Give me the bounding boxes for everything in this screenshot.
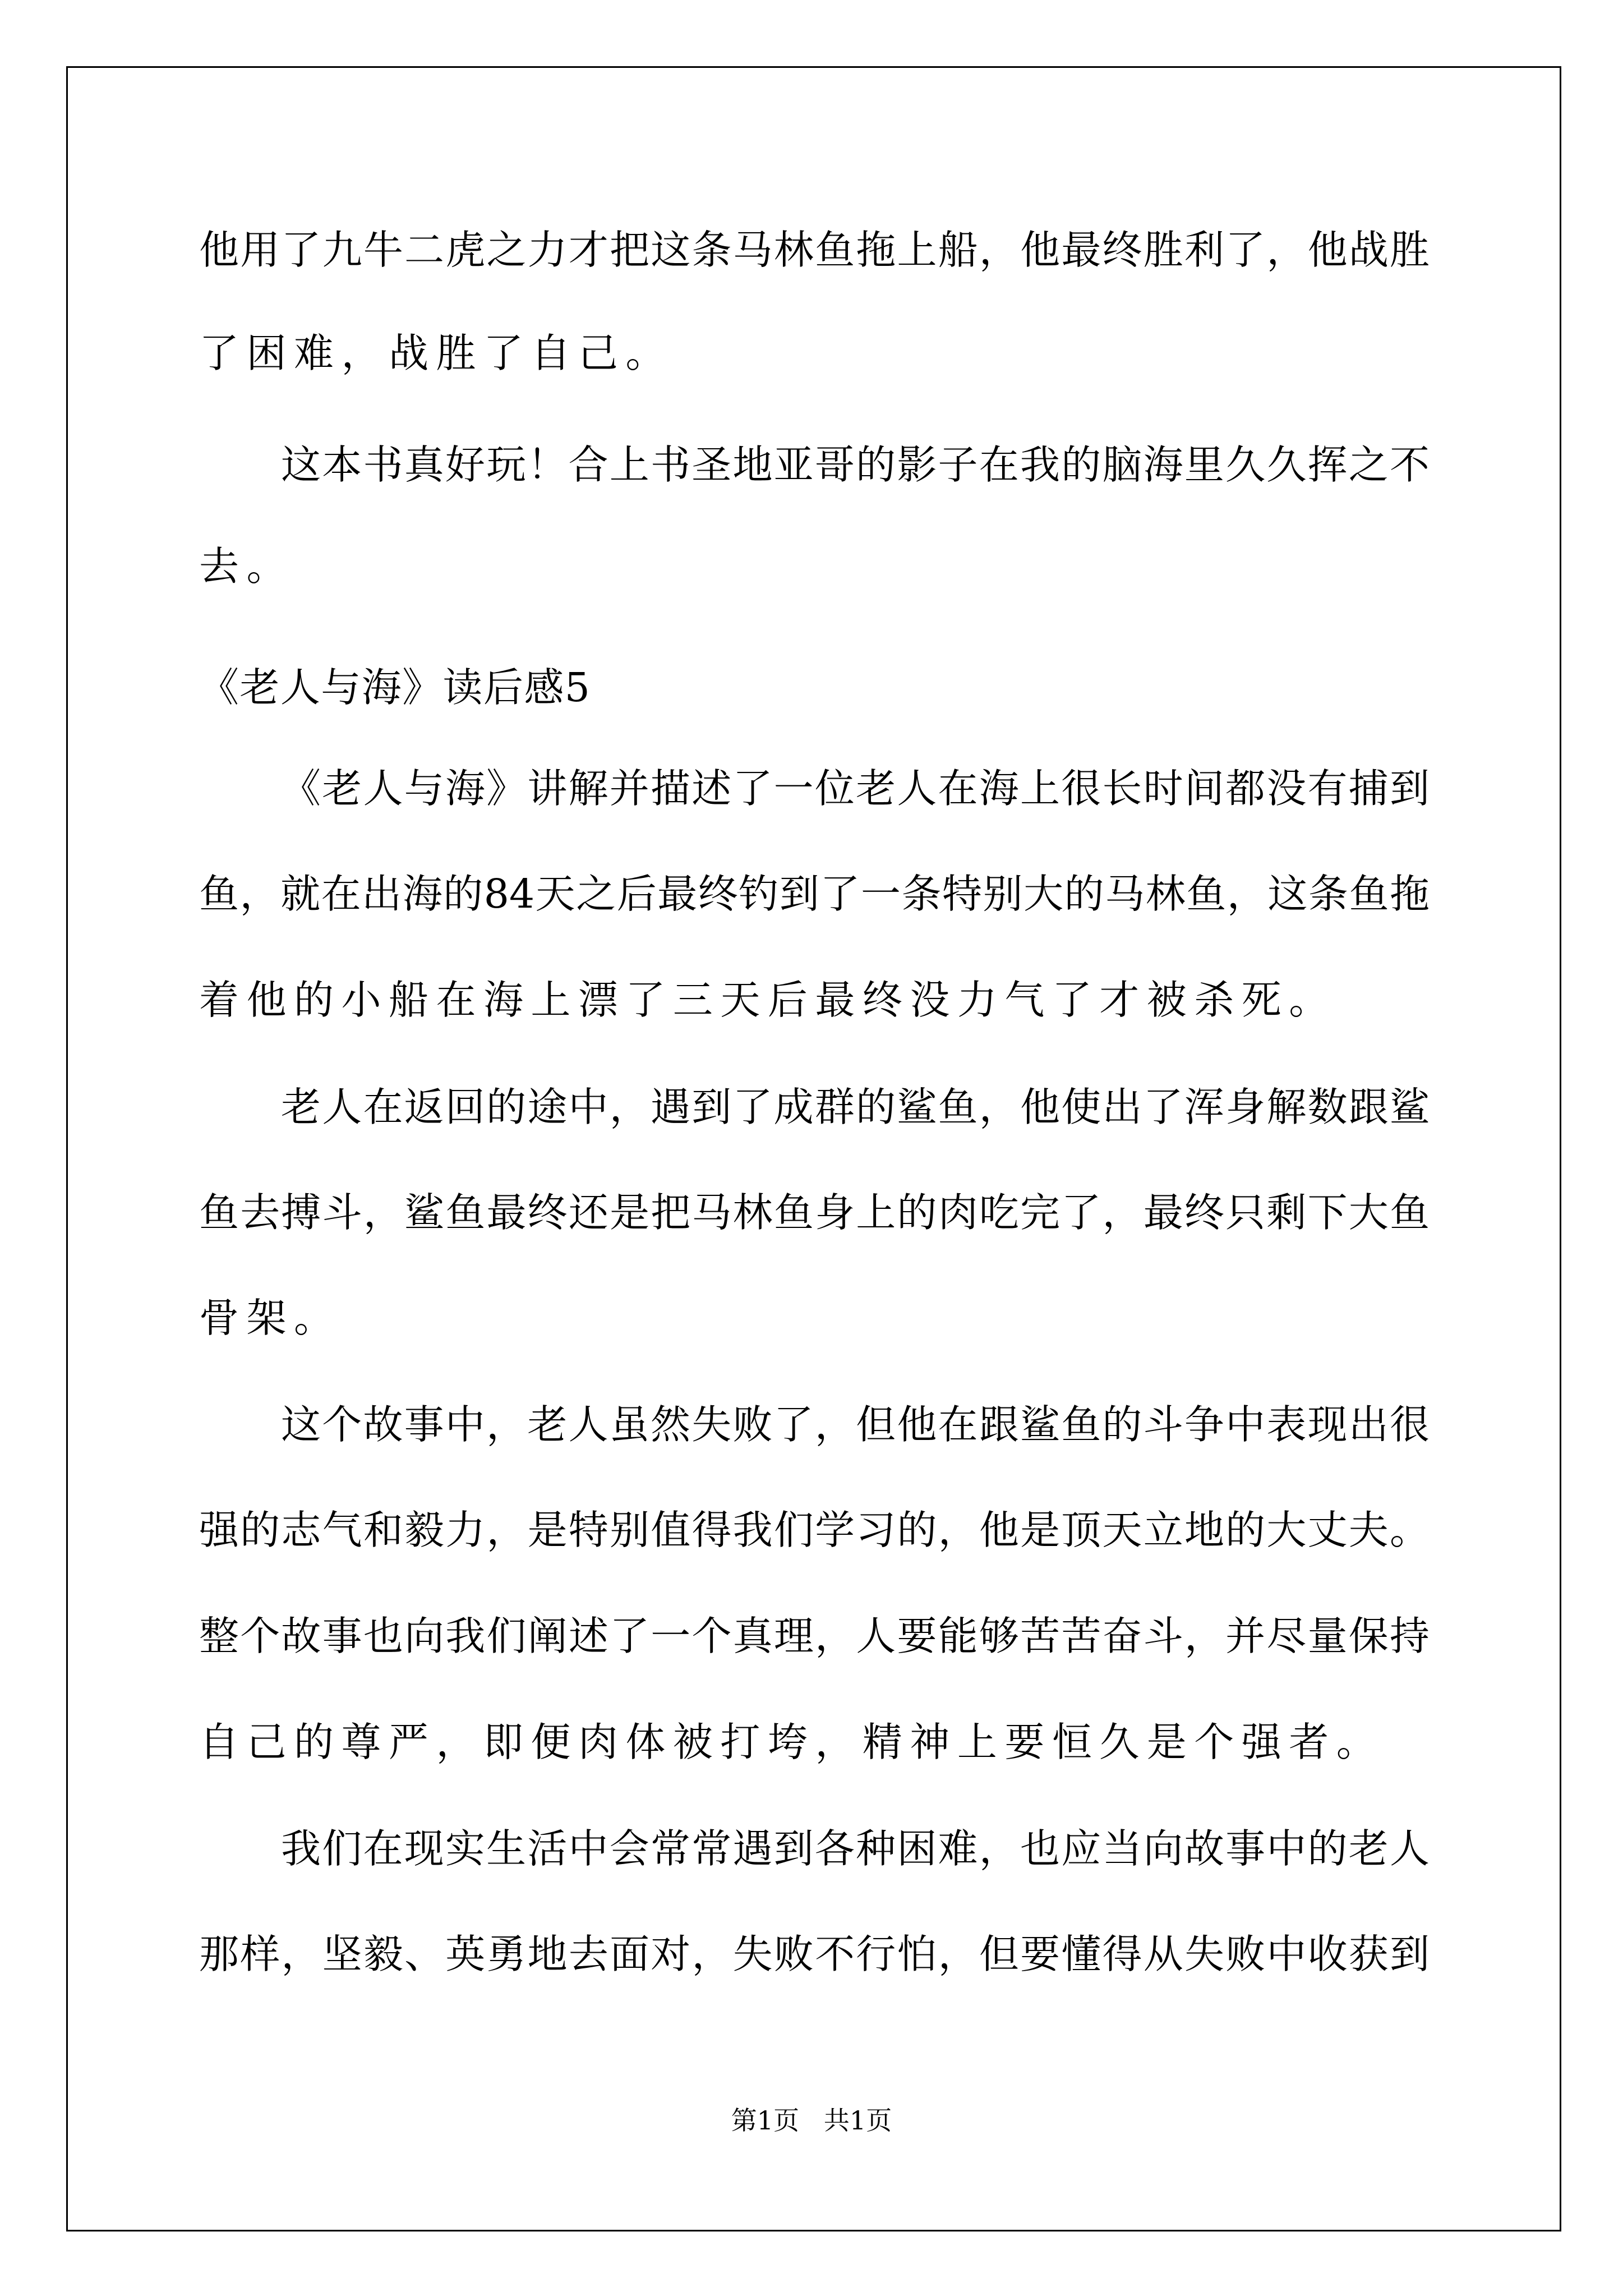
text-line: 那样，坚毅、英勇地去面对，失败不行怕，但要懂得从失败中收获到 bbox=[199, 1931, 1430, 1977]
text-line: 他用了九牛二虎之力才把这条马林鱼拖上船，他最终胜利了，他战胜 bbox=[199, 227, 1430, 273]
text-line: 整个故事也向我们阐述了一个真理，人要能够苦苦奋斗，并尽量保持 bbox=[199, 1613, 1430, 1659]
text-line: 鱼，就在出海的84天之后最终钓到了一条特别大的马林鱼，这条鱼拖 bbox=[199, 871, 1430, 917]
text-line: 去。 bbox=[199, 543, 294, 590]
page-border bbox=[66, 66, 1561, 2231]
text-line: 《老人与海》讲解并描述了一位老人在海上很长时间都没有捕到 bbox=[281, 765, 1430, 812]
text-line: 我们在现实生活中会常常遇到各种困难，也应当向故事中的老人 bbox=[281, 1825, 1430, 1872]
text-line: 了困难，战胜了自己。 bbox=[199, 330, 673, 376]
page-footer: 第1页 共1页 bbox=[731, 2105, 892, 2136]
text-line: 这个故事中，老人虽然失败了，但他在跟鲨鱼的斗争中表现出很 bbox=[281, 1401, 1430, 1448]
text-line: 自己的尊严，即便肉体被打垮，精神上要恒久是个强者。 bbox=[199, 1719, 1384, 1765]
text-line: 着他的小船在海上漂了三天后最终没力气了才被杀死。 bbox=[199, 977, 1336, 1023]
text-line: 强的志气和毅力，是特别值得我们学习的，他是顶天立地的大丈夫。 bbox=[199, 1507, 1430, 1553]
text-line: 鱼去搏斗，鲨鱼最终还是把马林鱼身上的肉吃完了，最终只剩下大鱼 bbox=[199, 1189, 1430, 1236]
text-line: 这本书真好玩！合上书圣地亚哥的影子在我的脑海里久久挥之不 bbox=[281, 441, 1430, 488]
section-heading: 《老人与海》读后感5 bbox=[199, 664, 591, 711]
text-line: 老人在返回的途中，遇到了成群的鲨鱼，他使出了浑身解数跟鲨 bbox=[281, 1084, 1430, 1130]
text-line: 骨架。 bbox=[199, 1295, 342, 1341]
